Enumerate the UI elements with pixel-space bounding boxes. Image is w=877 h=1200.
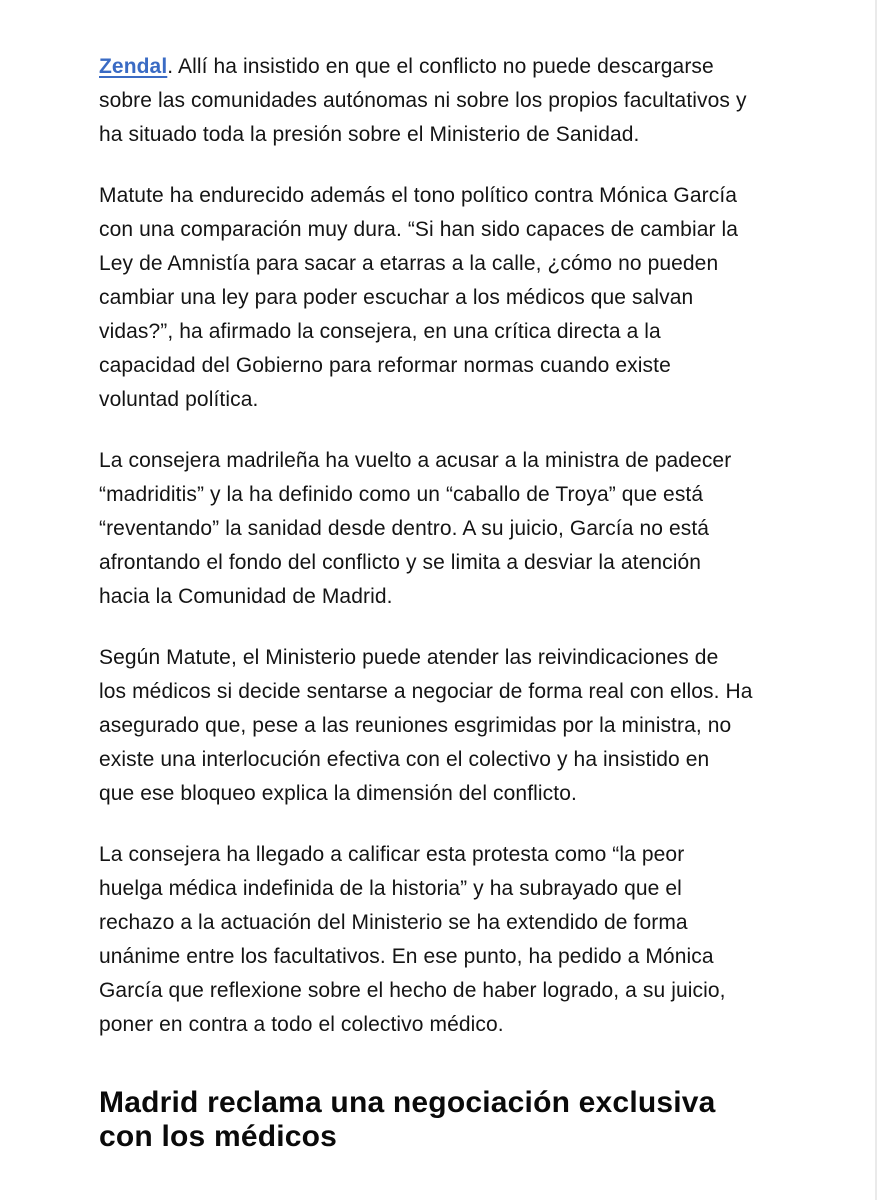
paragraph-line: Según Matute, el Ministerio puede atender las reivindicaciones de [99, 646, 719, 669]
paragraph-2 [99, 179, 799, 417]
paragraph-5 [99, 838, 799, 1042]
paragraph-line: García que reflexione sobre el hecho de haber logrado, a su juicio, [99, 979, 726, 1002]
paragraph-line: Ley de Amnistía para sacar a etarras a la calle, ¿cómo no pueden [99, 252, 719, 275]
paragraph-line: La consejera ha llegado a calificar esta protesta como “la peor [99, 843, 685, 866]
paragraph-line: poner en contra a todo el colectivo médico. [99, 1013, 504, 1036]
paragraph-line: los médicos si decide sentarse a negociar de forma real con ellos. Ha [99, 680, 753, 703]
paragraph-4 [99, 641, 799, 811]
paragraph-line: voluntad política. [99, 388, 259, 411]
paragraph-line: unánime entre los facultativos. En ese punto, ha pedido a Mónica [99, 945, 714, 968]
paragraph-line: existe una interlocución efectiva con el colectivo y ha insistido en [99, 748, 710, 771]
paragraph-line: “madriditis” y la ha definido como un “caballo de Troya” que está [99, 483, 704, 506]
article-body [99, 50, 799, 1154]
paragraph-line: asegurado que, pese a las reuniones esgrimidas por la ministra, no [99, 714, 732, 737]
paragraph-3 [99, 444, 799, 614]
zendal-link[interactable]: Zendal [99, 55, 168, 78]
paragraph-line: afrontando el fondo del conflicto y se limita a desviar la atención [99, 551, 702, 574]
paragraph-1 [99, 50, 799, 152]
paragraph-line [99, 50, 799, 84]
paragraph-line: hacia la Comunidad de Madrid. [99, 585, 393, 608]
heading-line: Madrid reclama una negociación exclusiva [99, 1086, 716, 1119]
paragraph-text: . Allí ha insistido en que el conflicto no puede descargarse [167, 55, 714, 78]
paragraph-line: que ese bloqueo explica la dimensión del conflicto. [99, 782, 577, 805]
paragraph-line: Matute ha endurecido además el tono político contra Mónica García [99, 184, 738, 207]
paragraph-line: sobre las comunidades autónomas ni sobre los propios facultativos y [99, 89, 747, 112]
paragraph-line: huelga médica indefinida de la historia” y ha subrayado que el [99, 877, 682, 900]
heading-line: con los médicos [99, 1120, 338, 1153]
paragraph-line: capacidad del Gobierno para reformar normas cuando existe [99, 354, 671, 377]
section-heading [99, 1086, 799, 1154]
paragraph-line: vidas?”, ha afirmado la consejera, en una crítica directa a la [99, 320, 661, 343]
paragraph-line: rechazo a la actuación del Ministerio se ha extendido de forma [99, 911, 688, 934]
paragraph-line: La consejera madrileña ha vuelto a acusar a la ministra de padecer [99, 449, 732, 472]
paragraph-line: “reventando” la sanidad desde dentro. A su juicio, García no está [99, 517, 710, 540]
paragraph-line: cambiar una ley para poder escuchar a los médicos que salvan [99, 286, 694, 309]
paragraph-line: con una comparación muy dura. “Si han sido capaces de cambiar la [99, 218, 739, 241]
paragraph-line: ha situado toda la presión sobre el Ministerio de Sanidad. [99, 123, 640, 146]
